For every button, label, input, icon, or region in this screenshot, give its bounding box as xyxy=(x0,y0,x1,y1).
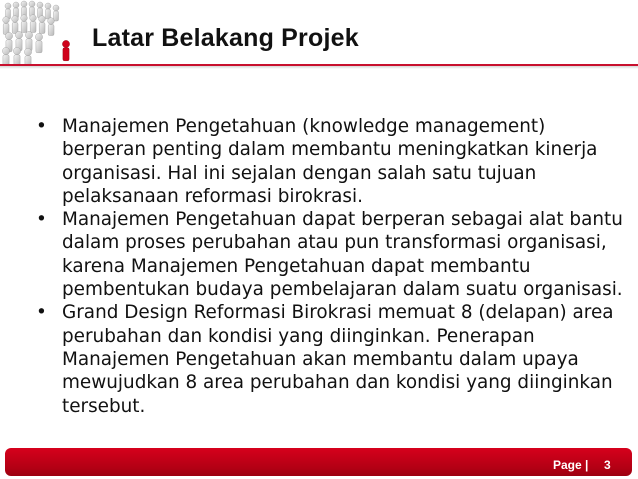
footer-page-number: 3 xyxy=(604,458,611,472)
crowd-of-figures-logo xyxy=(0,0,80,66)
footer-bar xyxy=(5,448,632,476)
bullet-list xyxy=(34,115,624,418)
bullet-marker: • xyxy=(36,302,47,324)
footer-page-label: Page | xyxy=(553,458,589,472)
bullet-marker: • xyxy=(36,209,47,231)
bullet-item xyxy=(34,208,624,301)
title-divider-shadow xyxy=(0,66,638,69)
bullet-text: Grand Design Reformasi Birokrasi memuat 8 (delapan) area perubahan dan kondisi yang diinginkan. Penerapan Manajemen Pengetahuan akan membantu dalam upaya mewujudkan 8 area perubahan dan kondisi yang diinginkan tersebut. xyxy=(62,302,614,417)
bullet-item xyxy=(34,115,624,208)
slide-title: Latar Belakang Projek xyxy=(92,24,359,52)
bullet-marker: • xyxy=(36,116,47,137)
bullet-item xyxy=(34,301,624,417)
bullet-text: Manajemen Pengetahuan (knowledge management) berperan penting dalam membantu meningkatkan kinerja organisasi. Hal ini sejalan dengan salah satu tujuan pelaksanaan reformasi birokrasi. xyxy=(62,116,598,207)
bullet-text: Manajemen Pengetahuan dapat berperan sebagai alat bantu dalam proses perubahan atau pun transformasi organisasi, karena Manajemen Pengetahuan dapat membantu pembentukan budaya pembelajaran dalam suatu organisasi. xyxy=(62,209,623,301)
